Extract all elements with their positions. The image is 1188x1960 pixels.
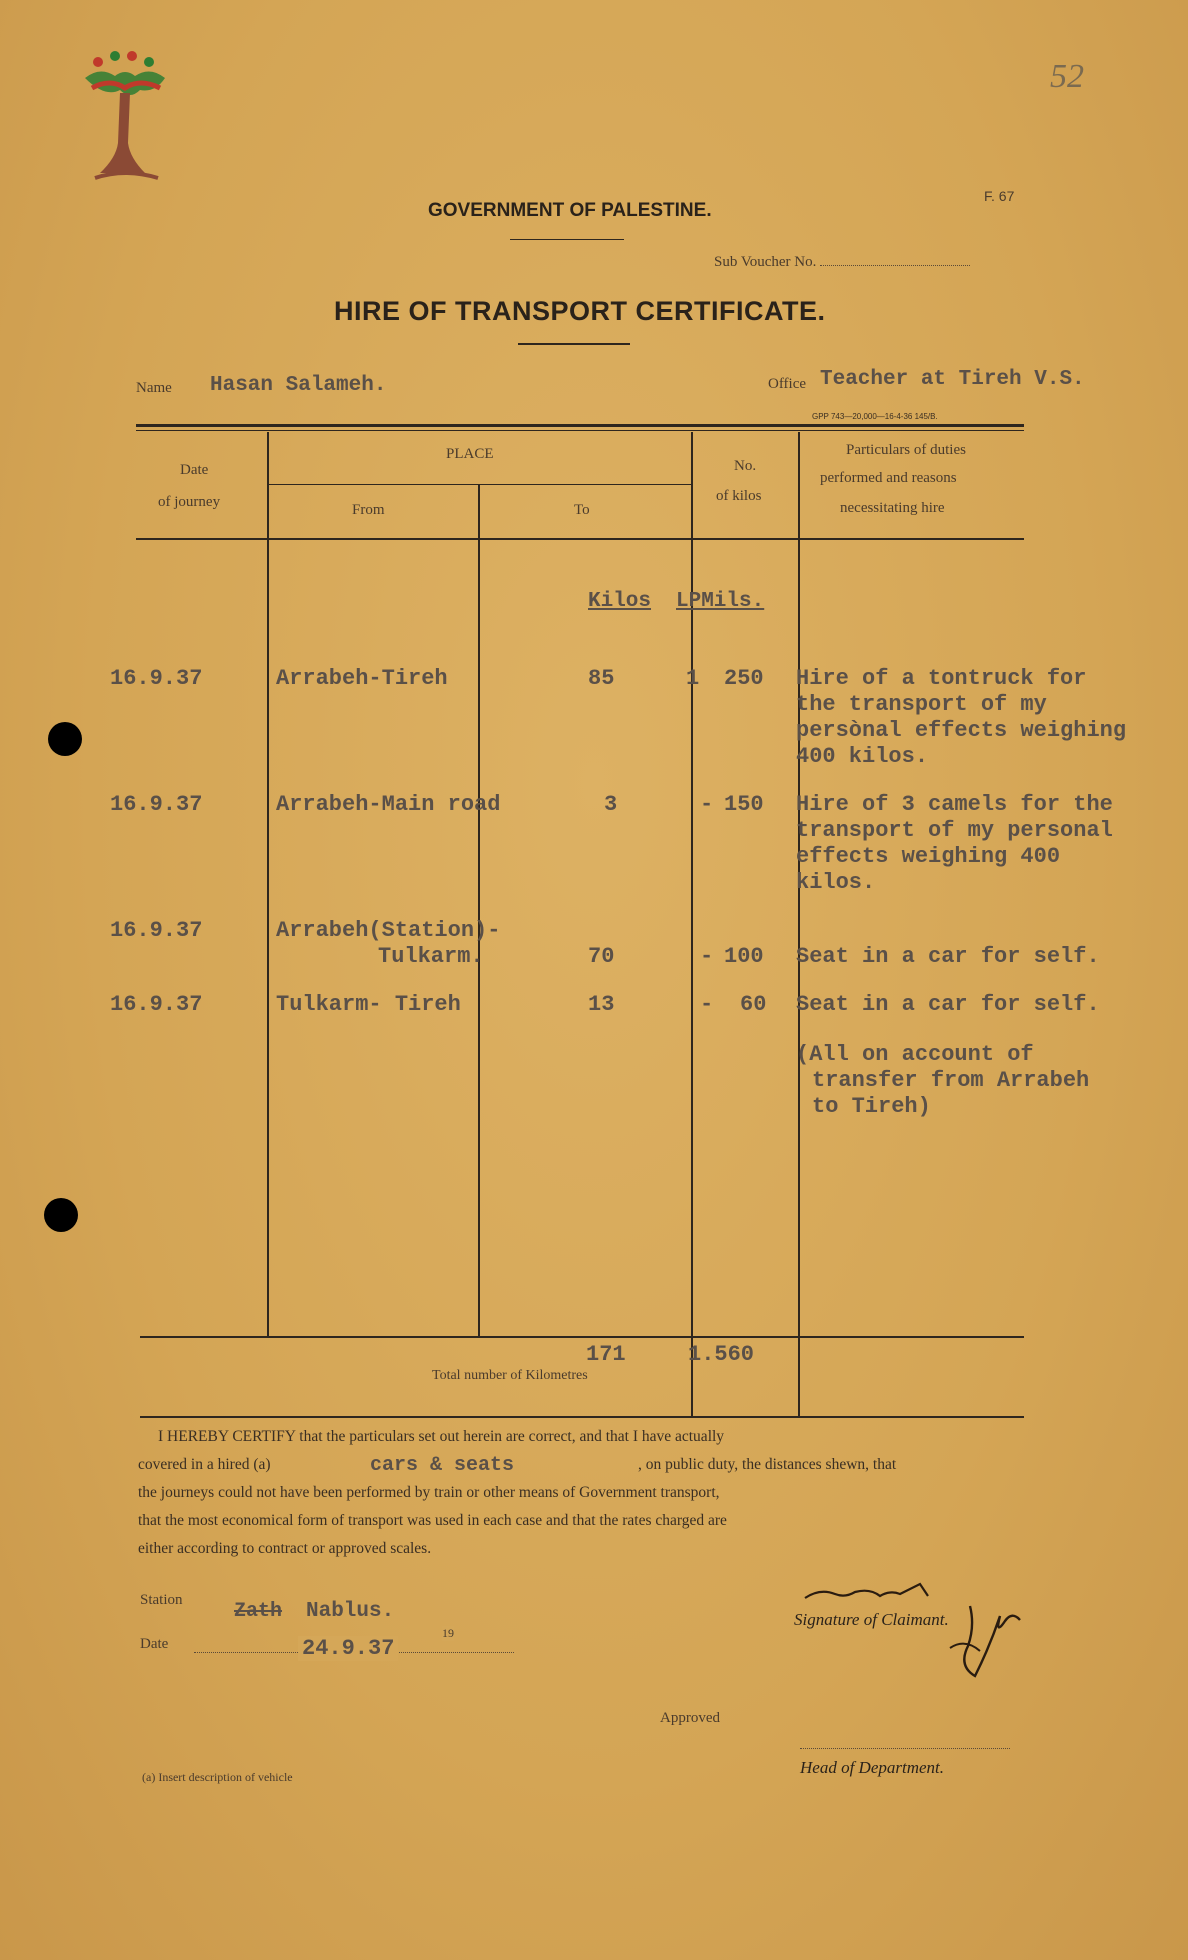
header-particulars1: Particulars of duties	[846, 442, 966, 458]
table-top-rule-thin	[136, 430, 1024, 431]
units-money: LPMils.	[676, 590, 765, 613]
row2-mils: 150	[724, 792, 764, 817]
row4-place: Tulkarm- Tireh	[276, 992, 461, 1017]
row2-date: 16.9.37	[110, 792, 203, 817]
note-line-1: (All on account of	[796, 1042, 1034, 1067]
punch-hole-bottom	[44, 1198, 78, 1232]
header-kilos: No.	[734, 458, 757, 474]
row3-place2: Tulkarm.	[378, 944, 484, 969]
name-label: Name	[136, 380, 172, 396]
row4-date: 16.9.37	[110, 992, 203, 1017]
row2-particulars-3: effects weighing 400	[796, 844, 1061, 869]
certify-line-3: the journeys could not have been performed by train or other means of Government transport,	[138, 1484, 720, 1501]
claimant-signature	[800, 1576, 1060, 1696]
units-kilos: Kilos	[588, 590, 652, 613]
header-particulars3: necessitating hire	[840, 500, 945, 516]
archive-logo	[70, 48, 180, 198]
total-label: Total number of Kilometres	[432, 1368, 588, 1383]
row1-lp: 1	[686, 666, 700, 691]
row2-place: Arrabeh-Main road	[276, 792, 501, 817]
row1-place: Arrabeh-Tireh	[276, 666, 448, 691]
note-line-3: to Tireh)	[812, 1094, 931, 1119]
row2-particulars-2: transport of my personal	[796, 818, 1113, 843]
page-number: 52	[1050, 58, 1084, 95]
certify-vehicle: cars & seats	[370, 1454, 515, 1477]
row4-lp: -	[700, 992, 714, 1017]
head-label: Head of Department.	[800, 1758, 945, 1777]
signature-label: Signature of Claimant.	[794, 1610, 949, 1629]
head-dotline	[800, 1748, 1010, 1749]
row1-particulars-2: the transport of my	[796, 692, 1047, 717]
header-kilos2: of kilos	[716, 488, 762, 504]
row2-particulars-4: kilos.	[796, 870, 876, 895]
printer-code: GPP 743—20,000—16-4-36 145/B.	[812, 412, 938, 421]
col-divider-to	[691, 432, 693, 1418]
punch-hole-top	[48, 722, 82, 756]
row1-kilos: 85	[588, 666, 615, 691]
heading-underline	[510, 239, 624, 240]
row3-date: 16.9.37	[110, 918, 203, 943]
date-label: Date	[140, 1636, 169, 1652]
row4-kilos: 13	[588, 992, 615, 1017]
office-label: Office	[768, 376, 807, 392]
row3-kilos: 70	[588, 944, 615, 969]
government-heading: GOVERNMENT OF PALESTINE.	[428, 200, 712, 221]
note-line-2: transfer from Arrabeh	[812, 1068, 1090, 1093]
row1-particulars-3: persònal effects weighing	[796, 718, 1127, 743]
table-top-rule	[136, 424, 1024, 427]
certify-line-1: I HEREBY CERTIFY that the particulars set out herein are correct, and that I have actually	[158, 1428, 725, 1445]
row2-lp: -	[700, 792, 714, 817]
row2-particulars-1: Hire of 3 camels for the	[796, 792, 1113, 817]
date-suffix: 19	[442, 1626, 454, 1640]
total-top-rule	[140, 1336, 1024, 1338]
station-label: Station	[140, 1592, 183, 1608]
total-amount: 1.560	[688, 1342, 755, 1367]
place-split-rule	[268, 484, 692, 485]
certify-line-5: either according to contract or approved scales.	[138, 1540, 432, 1557]
header-from: From	[352, 502, 385, 518]
certificate-title: HIRE OF TRANSPORT CERTIFICATE.	[334, 296, 826, 326]
row3-lp: -	[700, 944, 714, 969]
sub-voucher-text: Sub Voucher No.	[714, 254, 817, 270]
row1-particulars-1: Hire of a tontruck for	[796, 666, 1087, 691]
office-value: Teacher at Tireh V.S.	[820, 368, 1085, 391]
header-date2: of journey	[158, 494, 221, 510]
col-divider-kilos	[798, 432, 800, 1418]
row3-mils: 100	[724, 944, 764, 969]
row4-mils: 60	[740, 992, 767, 1017]
certify-line-4: that the most economical form of transport was used in each case and that the rates charged are	[138, 1512, 727, 1529]
certify-line-2a: covered in a hired (a)	[138, 1456, 271, 1473]
header-to: To	[574, 502, 590, 518]
header-place: PLACE	[446, 446, 494, 462]
title-underline	[518, 343, 630, 345]
row1-mils: 250	[724, 666, 764, 691]
row2-kilos: 3	[604, 792, 618, 817]
footnote: (a) Insert description of vehicle	[142, 1770, 293, 1784]
date-value: 24.9.37	[298, 1636, 398, 1661]
table-bottom-rule	[140, 1416, 1024, 1418]
row3-particulars-1: Seat in a car for self.	[796, 944, 1100, 969]
row4-particulars-1: Seat in a car for self.	[796, 992, 1100, 1017]
header-date: Date	[180, 462, 209, 478]
name-value: Hasan Salameh.	[210, 374, 387, 397]
header-bottom-rule	[136, 538, 1024, 540]
station-value: Nablus.	[306, 1600, 395, 1623]
total-kilos: 171	[586, 1342, 626, 1367]
certify-line-2b: , on public duty, the distances shewn, that	[638, 1456, 897, 1473]
sub-voucher-label	[714, 254, 970, 271]
header-particulars2: performed and reasons	[820, 470, 957, 486]
col-divider-date	[267, 432, 269, 1336]
form-code: F. 67	[984, 188, 1015, 204]
col-divider-from	[478, 484, 480, 1336]
row1-date: 16.9.37	[110, 666, 203, 691]
approved-label: Approved	[660, 1710, 720, 1726]
row1-particulars-4: 400 kilos.	[796, 744, 929, 769]
station-struck: Zath	[234, 1600, 283, 1623]
row3-place: Arrabeh(Station)-	[276, 918, 501, 943]
